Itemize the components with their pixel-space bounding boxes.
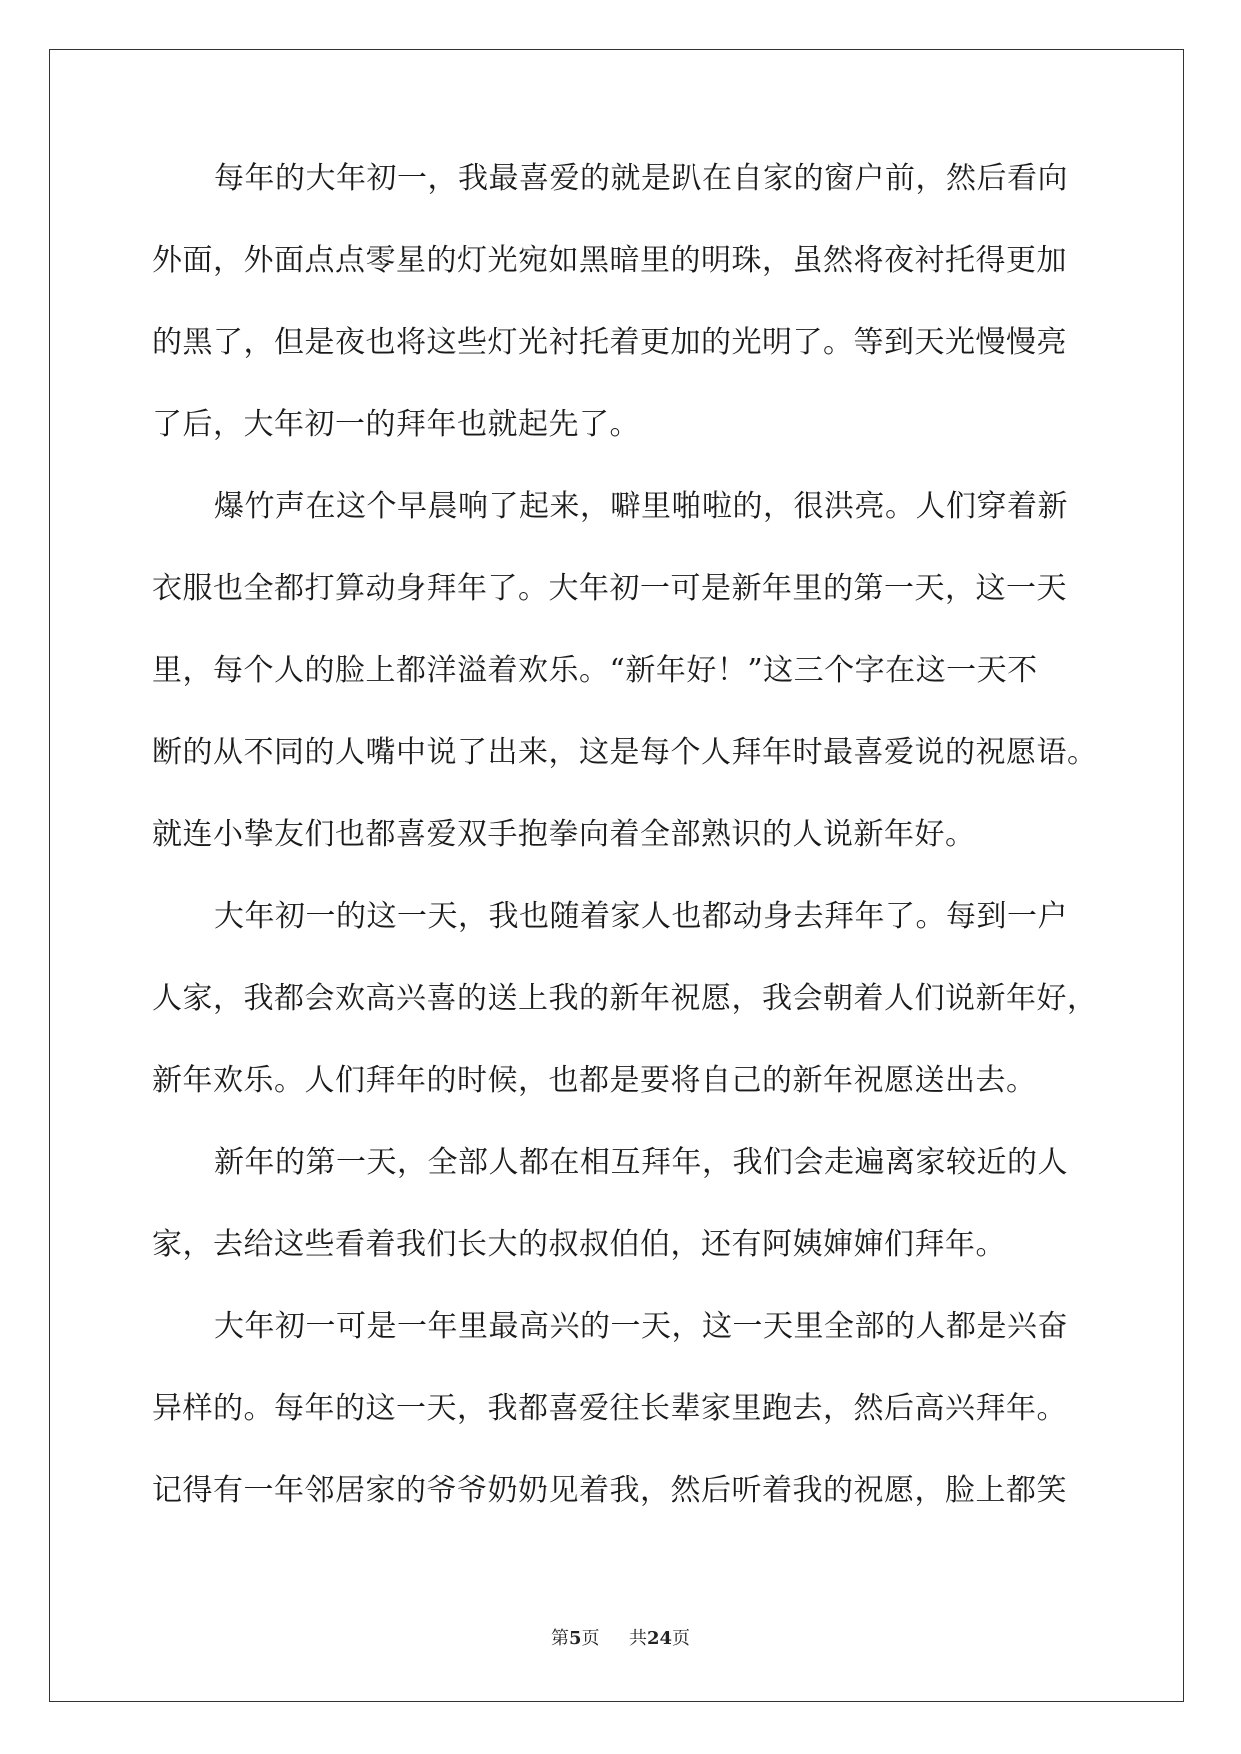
text-line: 衣服也全都打算动身拜年了。大年初一可是新年里的第一天，这一天	[152, 571, 1067, 606]
paragraph-2	[152, 486, 1098, 855]
document-body	[152, 158, 1098, 1552]
paragraph-5	[152, 1306, 1092, 1511]
text-line: 爆竹声在这个早晨响了起来，噼里啪啦的，很洪亮。人们穿着新	[214, 489, 1068, 524]
text-line: 家，去给这些看着我们长大的叔叔伯伯，还有阿姨婶婶们拜年。	[152, 1227, 1006, 1262]
text-line: 异样的。每年的这一天，我都喜爱往长辈家里跑去，然后高兴拜年。	[152, 1391, 1067, 1426]
paragraph-1	[152, 158, 1092, 445]
text-line: 大年初一可是一年里最高兴的一天，这一天里全部的人都是兴奋	[214, 1309, 1068, 1344]
text-line: 就连小挚友们也都喜爱双手抱拳向着全部熟识的人说新年好。	[152, 817, 976, 852]
paragraph-3	[152, 896, 1098, 1101]
text-line: 每年的大年初一，我最喜爱的就是趴在自家的窗户前，然后看向	[214, 161, 1068, 196]
paragraph-4	[152, 1142, 1092, 1265]
page-footer	[0, 1624, 1241, 1650]
text-line: 新年的第一天，全部人都在相互拜年，我们会走遍离家较近的人	[214, 1145, 1068, 1180]
page-number: 5	[568, 1628, 582, 1649]
text-line: 外面，外面点点零星的灯光宛如黑暗里的明珠，虽然将夜衬托得更加	[152, 243, 1067, 278]
text-line: 记得有一年邻居家的爷爷奶奶见着我，然后听着我的祝愿，脸上都笑	[152, 1473, 1067, 1508]
total-suffix: 页	[672, 1628, 691, 1649]
text-line: 人家，我都会欢高兴喜的送上我的新年祝愿，我会朝着人们说新年好，	[152, 981, 1098, 1016]
text-line: 断的从不同的人嘴中说了出来，这是每个人拜年时最喜爱说的祝愿语。	[152, 735, 1098, 770]
page-prefix: 第	[550, 1628, 569, 1649]
text-line: 里，每个人的脸上都洋溢着欢乐。“新年好！”这三个字在这一天不	[152, 653, 1038, 688]
text-line: 的黑了，但是夜也将这些灯光衬托着更加的光明了。等到天光慢慢亮	[152, 325, 1067, 360]
text-line: 新年欢乐。人们拜年的时候，也都是要将自己的新年祝愿送出去。	[152, 1063, 1037, 1098]
page-suffix: 页	[581, 1628, 600, 1649]
total-prefix: 共	[628, 1628, 647, 1649]
text-line: 了后，大年初一的拜年也就起先了。	[152, 407, 640, 442]
text-line: 大年初一的这一天，我也随着家人也都动身去拜年了。每到一户	[214, 899, 1068, 934]
total-pages: 24	[646, 1628, 673, 1649]
